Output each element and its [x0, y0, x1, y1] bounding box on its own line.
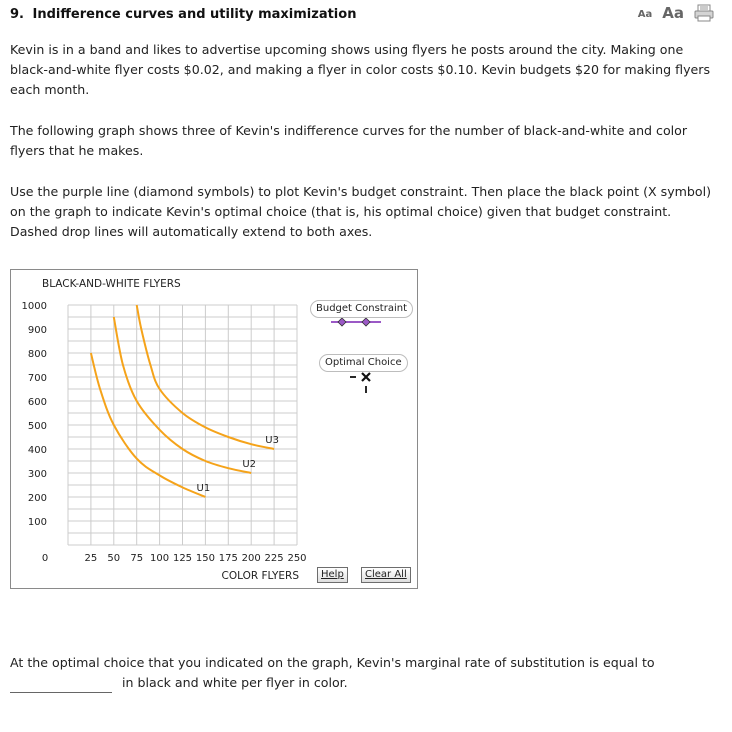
budget-constraint-tool[interactable] — [331, 318, 381, 326]
scenario-paragraph: Kevin is in a band and likes to advertise upcoming shows using flyers he posts around the city. Making one black-and-white flyer costs $0.02, and making a flyer in color costs $0.10. Kevin budgets $20 for making flyers each month. — [10, 42, 711, 97]
chart-grid — [68, 305, 297, 545]
answer-suffix: in black and white per flyer in color. — [122, 675, 348, 690]
clear-all-button[interactable]: Clear All — [361, 567, 411, 583]
optimal-choice-label[interactable]: Optimal Choice — [319, 354, 408, 372]
print-icon[interactable] — [694, 4, 714, 22]
y-tick-label: 700 — [27, 373, 47, 384]
x-tick-label: 250 — [287, 553, 307, 564]
question-number: 9. — [10, 7, 24, 22]
answer-sentence — [10, 653, 722, 693]
budget-diamond-icon — [362, 318, 370, 326]
y-axis-label: BLACK-AND-WHITE FLYERS — [42, 278, 181, 290]
x-tick-label: 0 — [41, 553, 49, 564]
graph-description-paragraph: The following graph shows three of Kevin's indifference curves for the number of black-and-white and color flyers that he makes. — [10, 123, 688, 158]
question-heading — [10, 7, 360, 22]
increase-font-button[interactable]: Aa — [662, 4, 684, 22]
y-tick-label: 500 — [27, 421, 47, 432]
x-tick-label: 50 — [107, 553, 121, 564]
y-tick-label: 600 — [27, 397, 47, 408]
mrs-answer-input[interactable] — [10, 678, 112, 693]
y-tick-label: 1000 — [21, 301, 47, 312]
curve-label: U3 — [265, 435, 279, 446]
x-tick-label: 150 — [195, 553, 215, 564]
curve-label: U1 — [196, 483, 211, 494]
curve-label: U2 — [242, 459, 257, 470]
x-tick-label: 200 — [241, 553, 261, 564]
budget-constraint-label[interactable]: Budget Constraint — [310, 300, 413, 318]
x-tick-label: 175 — [218, 553, 238, 564]
y-tick-label: 300 — [27, 469, 47, 480]
font-tools — [638, 4, 714, 22]
y-tick-label: 400 — [27, 445, 47, 456]
graph-tool — [10, 269, 418, 589]
x-axis-label: COLOR FLYERS — [221, 570, 299, 582]
x-tick-label: 100 — [150, 553, 170, 564]
answer-prompt: At the optimal choice that you indicated on the graph, Kevin's marginal rate of substitution is equal to — [10, 655, 655, 670]
x-tick-label: 75 — [130, 553, 144, 564]
x-tick-label: 225 — [264, 553, 284, 564]
optimal-choice-tool[interactable] — [350, 373, 370, 393]
decrease-font-button[interactable]: Aa — [637, 9, 653, 20]
instructions-paragraph: Use the purple line (diamond symbols) to plot Kevin's budget constraint. Then place the black point (X symbol) on the graph to indicate Kevin's optimal choice (that is, his optimal choice) given that budget constraint. Dashed drop lines will automatically extend to both axes. — [10, 184, 712, 239]
x-tick-label: 25 — [84, 553, 98, 564]
y-tick-label: 800 — [27, 349, 47, 360]
help-button[interactable]: Help — [317, 567, 348, 583]
chart-ticks — [22, 301, 307, 564]
question-title: Indifference curves and utility maximization — [32, 7, 357, 22]
y-tick-label: 900 — [27, 325, 47, 336]
y-tick-label: 100 — [27, 517, 47, 528]
budget-diamond-icon — [338, 318, 346, 326]
x-tick-label: 125 — [172, 553, 193, 564]
y-tick-label: 200 — [27, 493, 47, 504]
